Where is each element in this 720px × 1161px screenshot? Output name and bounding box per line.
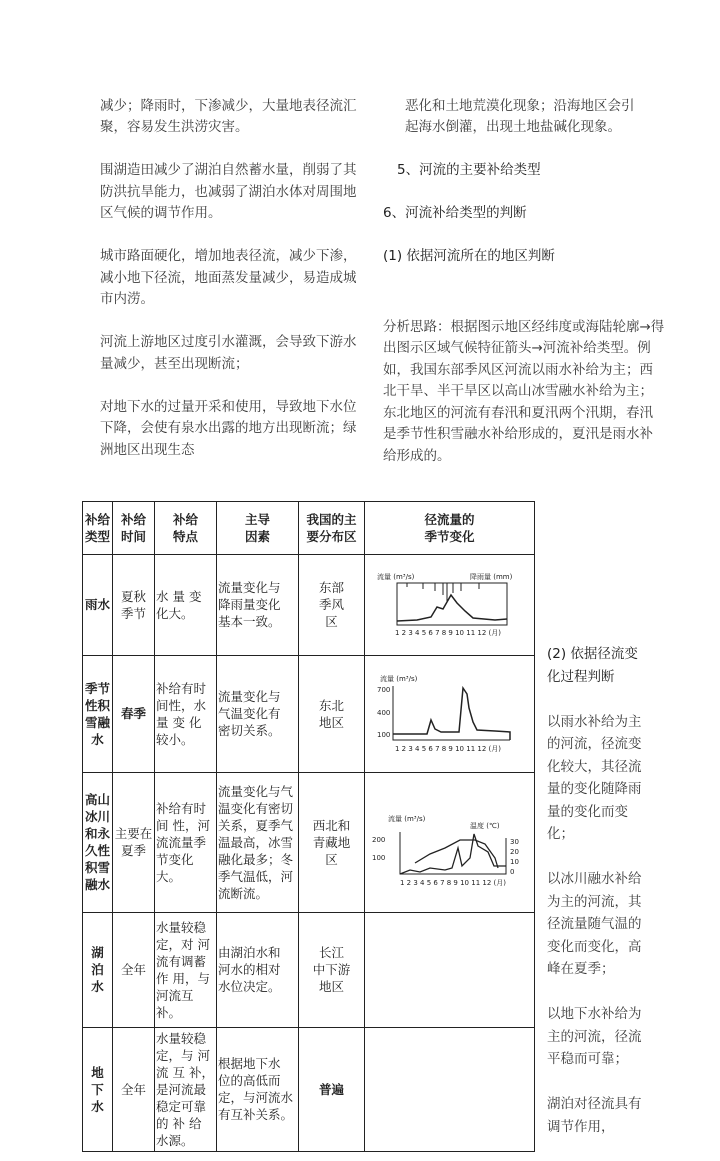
heading-5: 5、河流的主要补给类型 [397,162,541,178]
cell: 全年 [113,912,155,1027]
axes [400,832,506,874]
heading-6: 6、河流补给类型的判断 [383,205,527,221]
cell: 季节 性积 雪融 水 [83,655,113,772]
cell: 东北 地区 [299,655,365,772]
paragraph: 河流上游地区过度引水灌溉，会导致下游水量减少，甚至出现断流； [100,334,357,372]
cell: 雨水 [83,554,113,655]
cell: 东部 季风 区 [299,554,365,655]
cell: 西北和 青藏地 区 [299,772,365,912]
cell: 水量较稳 定，与 河 流 互 补， 是河流最 稳定可靠 的 补 给 水源。 [155,1027,217,1151]
cell: 水 量 变 化大。 [155,554,217,655]
y2-tick: 0 [509,867,514,876]
table-row [83,554,535,655]
y2-tick: 20 [509,847,519,856]
table-row [83,1027,535,1151]
cell: 夏秋 季节 [113,554,155,655]
bottom-area [82,501,720,1161]
y-tick: 700 [376,685,390,694]
cell: 长江 中下游 地区 [299,912,365,1027]
y-axis-label: 流量 (m³/s) [379,674,417,683]
cell: 高山 冰川 和永 久性 积雪 融水 [83,772,113,912]
cell: 湖 泊 水 [83,912,113,1027]
cell: 水量较稳 定，对 河 流有调蓄 作 用，与 河流互补。 [155,912,217,1027]
cell: 补给有时 间性，水 量 变 化 较小。 [155,655,217,772]
y-tick: 200 [371,835,385,844]
y2-tick: 10 [509,857,519,866]
left-column [100,74,358,483]
cell: 全年 [113,1027,155,1151]
empty-cell [365,912,535,1027]
y2-axis-label: 温度 (℃) [469,821,500,830]
snowmelt-runoff-chart [375,673,525,755]
snowmelt-chart-cell [365,655,535,772]
cell: 由湖泊水和 河水的相对 水位决定。 [217,912,299,1027]
runoff-line [400,834,506,874]
table-header-row [83,501,535,554]
y-tick: 100 [376,730,390,739]
cell: 地 下 水 [83,1027,113,1151]
y-axis-label: 流量 (m³/s) [387,814,425,823]
paragraph: 分析思路：根据图示地区经纬度或海陆轮廓→得出图示区域气候特征箭头→河流补给类型。例如，我国东部季风区河流以雨水补给为主；西北干旱、半干旱区以高山冰雪融水补给为主；东北地区的河流有春汛和夏汛两个汛期，春汛是季节性积雪融水补给形成的，夏汛是雨水补给形成的。 [383,318,665,464]
cell: 流量变化与 降雨量变化 基本一致。 [217,554,299,655]
river-supply-table [82,501,535,1152]
cell: 根据地下水 位的高低而 定，与河流水 有互补关系。 [217,1027,299,1151]
table-row [83,912,535,1027]
runoff-line [393,688,510,740]
header-cell: 补给 类型 [83,501,113,554]
paragraph: 围湖造田减少了湖泊自然蓄水量，削弱了其防洪抗旱能力，也减弱了湖泊水体对周围地区气候的调节作用。 [100,162,357,221]
paragraph: 恶化和土地荒漠化现象；沿海地区会引起海水倒灌，出现土地盐碱化现象。 [405,97,635,135]
header-cell: 主导 因素 [217,501,299,554]
rainfall-bars [407,583,479,601]
header-cell: 我国的主 要分布区 [299,501,365,554]
paragraph: 以雨水补给为主的河流，径流变化较大，其径流量的变化随降雨量的变化而变化； [547,713,642,842]
subheading-2: (2) 依据径流变化过程判断 [547,646,638,685]
glacier-chart-cell [365,772,535,912]
cell: 流量变化与 气温变化有 密切关系。 [217,655,299,772]
cell: 补给有时 间 性，河 流流量季 节变化大。 [155,772,217,912]
runoff-line [397,595,507,621]
header-cell: 补给 时间 [113,501,155,554]
cell: 主要在 夏季 [113,772,155,912]
top-text-area [0,74,720,489]
paragraph: 城市路面硬化，增加地表径流，减少下渗，减小地下径流，地面蒸发量减少，易造成城市内涝。 [100,248,357,307]
right-column [383,74,665,489]
y-tick: 400 [376,708,390,717]
y-axis-label: 流量 (m³/s) [376,572,414,581]
rain-runoff-chart [375,572,525,638]
cell: 普遍 [299,1027,365,1151]
y2-axis-label: 降雨量 (mm) [469,572,512,581]
table-row [83,655,535,772]
cell: 流量变化与气 温变化有密切 关系，夏季气 温最高，冰雪 融化最多；冬 季气温低，河 流断流。 [217,772,299,912]
header-cell: 补给 特点 [155,501,217,554]
y-tick: 100 [371,853,385,862]
side-column [547,621,651,1161]
y2-tick: 30 [509,837,519,846]
x-axis-ticks: 1 2 3 4 5 6 7 8 9 10 11 12 (月) [394,628,501,637]
rain-chart-cell [365,554,535,655]
paragraph: 以冰川融水补给为主的河流，其径流量随气温的变化而变化，高峰在夏季； [547,871,642,977]
subheading-1: (1) 依据河流所在的地区判断 [383,248,555,264]
paragraph: 以地下水补给为主的河流，径流平稳而可靠； [547,1006,642,1067]
x-axis-ticks: 1 2 3 4 5 6 7 8 9 10 11 12 (月) [399,878,506,887]
empty-cell [365,1027,535,1151]
header-cell: 径流量的 季节变化 [365,501,535,554]
table-row [83,772,535,912]
paragraph: 湖泊对径流具有调节作用， [547,1096,642,1135]
glacier-runoff-chart [370,814,530,890]
paragraph: 减少；降雨时，下渗减少，大量地表径流汇聚，容易发生洪涝灾害。 [100,97,357,135]
plot-frame [397,583,507,625]
paragraph: 对地下水的过量开采和使用，导致地下水位下降，会使有泉水出露的地方出现断流；绿洲地区出现生态 [100,398,357,458]
cell: 春季 [113,655,155,772]
x-axis-ticks: 1 2 3 4 5 6 7 8 9 10 11 12 (月) [394,744,501,753]
